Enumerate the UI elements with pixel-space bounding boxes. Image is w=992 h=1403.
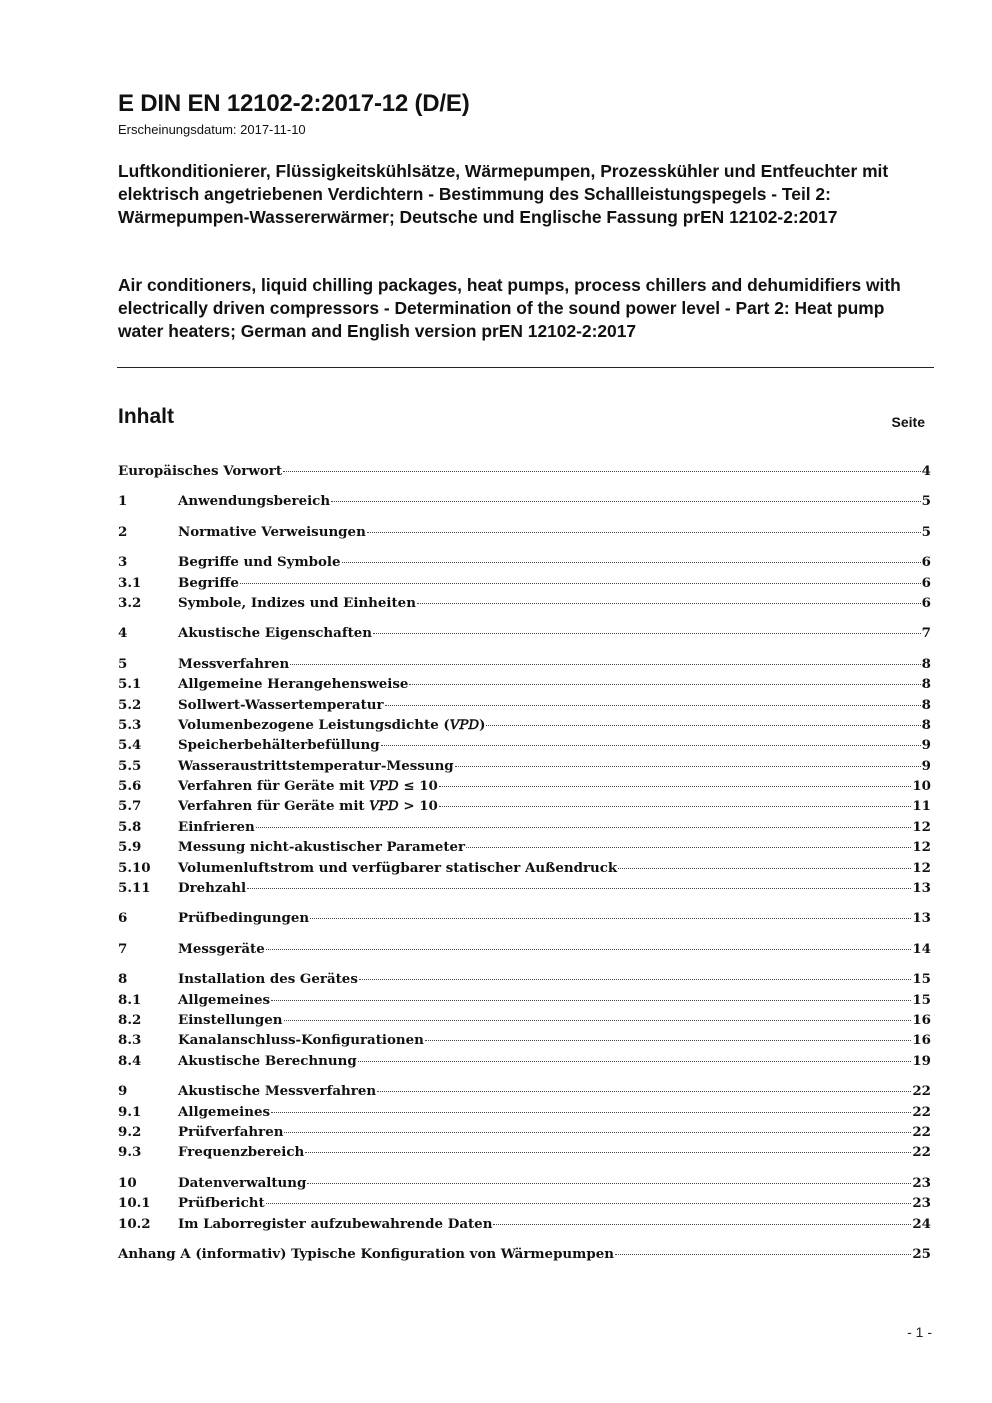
toc-entry-title: Volumenbezogene Leistungsdichte (𝑉𝑃𝐷) bbox=[178, 716, 486, 733]
toc-entry[interactable] bbox=[118, 1104, 931, 1124]
toc-entry-number: 6 bbox=[118, 910, 128, 927]
toc-entry-number: 5.4 bbox=[118, 737, 142, 754]
toc-entry-number: 5.7 bbox=[118, 798, 142, 815]
toc-entry-number: 3.1 bbox=[118, 574, 142, 591]
toc-dot-leader bbox=[342, 562, 921, 563]
toc-entry-page: 22 bbox=[912, 1103, 931, 1120]
toc-entry-number: 2 bbox=[118, 523, 128, 540]
toc-entry[interactable] bbox=[118, 575, 931, 595]
toc-entry-page: 12 bbox=[912, 859, 931, 876]
toc-entry[interactable] bbox=[118, 676, 931, 696]
toc-entry-page: 25 bbox=[912, 1245, 931, 1262]
toc-entry-title: Frequenzbereich bbox=[178, 1144, 305, 1161]
toc-entry-page: 6 bbox=[921, 574, 931, 591]
toc-entry-number: 10.1 bbox=[118, 1195, 151, 1212]
toc-entry-title: Volumenluftstrom und verfügbarer statischer Außendruck bbox=[178, 859, 618, 876]
toc-dot-leader bbox=[439, 806, 912, 807]
toc-dot-leader bbox=[615, 1254, 911, 1255]
toc-entry-number: 10 bbox=[118, 1174, 137, 1191]
toc-dot-leader bbox=[307, 1183, 911, 1184]
toc-page-column-label: Seite bbox=[891, 414, 925, 430]
toc-entry-page: 13 bbox=[912, 910, 931, 927]
toc-entry[interactable] bbox=[118, 1012, 931, 1032]
toc-entry-page: 23 bbox=[912, 1195, 931, 1212]
toc-dot-leader bbox=[367, 532, 921, 533]
toc-entry-number: 5.9 bbox=[118, 839, 142, 856]
document-id: E DIN EN 12102-2:2017-12 (D/E) bbox=[118, 90, 470, 117]
toc-entry[interactable] bbox=[118, 1216, 931, 1236]
toc-entry-number: 8.3 bbox=[118, 1032, 142, 1049]
toc-entry-page: 22 bbox=[912, 1083, 931, 1100]
toc-dot-leader bbox=[377, 1091, 911, 1092]
toc-entry-title: Messung nicht-akustischer Parameter bbox=[178, 839, 466, 856]
toc-entry-page: 8 bbox=[921, 655, 931, 672]
toc-entry-title: Begriffe und Symbole bbox=[178, 554, 341, 571]
toc-entry-title: Messverfahren bbox=[178, 655, 290, 672]
toc-entry-page: 15 bbox=[912, 991, 931, 1008]
toc-entry[interactable] bbox=[118, 595, 931, 615]
toc-dot-leader bbox=[618, 868, 911, 869]
page-number: - 1 - bbox=[907, 1324, 932, 1340]
toc-entry[interactable] bbox=[118, 1053, 931, 1073]
toc-entry[interactable] bbox=[118, 493, 931, 513]
toc-entry-title: Speicherbehälterbefüllung bbox=[178, 737, 380, 754]
toc-entry-page: 11 bbox=[912, 798, 931, 815]
toc-entry[interactable] bbox=[118, 992, 931, 1012]
toc-dot-leader bbox=[493, 1224, 911, 1225]
toc-dot-leader bbox=[359, 979, 911, 980]
publication-date: Erscheinungsdatum: 2017-11-10 bbox=[118, 122, 306, 137]
toc-entry[interactable] bbox=[118, 524, 931, 544]
toc-entry-title: Verfahren für Geräte mit 𝑉𝑃𝐷 ≤ 10 bbox=[178, 778, 438, 795]
toc-entry-page: 5 bbox=[921, 523, 931, 540]
toc-dot-leader bbox=[256, 827, 912, 828]
toc-entry-page: 10 bbox=[912, 778, 931, 795]
toc-entry-number: 5.1 bbox=[118, 676, 142, 693]
toc-dot-leader bbox=[271, 1112, 911, 1113]
toc-entry-title: Begriffe bbox=[178, 574, 239, 591]
toc-entry[interactable] bbox=[118, 1124, 931, 1144]
toc-entry[interactable] bbox=[118, 625, 931, 645]
toc-entry-title: Akustische Messverfahren bbox=[178, 1083, 377, 1100]
toc-entry-title: Normative Verweisungen bbox=[178, 523, 366, 540]
toc-dot-leader bbox=[358, 1061, 912, 1062]
toc-dot-leader bbox=[439, 786, 912, 787]
toc-entry-title: Einstellungen bbox=[178, 1011, 283, 1028]
toc-entry-number: 5 bbox=[118, 655, 128, 672]
toc-entry-title: Anwendungsbereich bbox=[178, 493, 331, 510]
toc-entry-page: 16 bbox=[912, 1011, 931, 1028]
toc-dot-leader bbox=[240, 583, 921, 584]
toc-entry-title: Prüfverfahren bbox=[178, 1123, 284, 1140]
toc-dot-leader bbox=[486, 725, 920, 726]
toc-entry-number: 5.2 bbox=[118, 696, 142, 713]
toc-entry-number: 8.2 bbox=[118, 1011, 142, 1028]
toc-entry-number: 5.11 bbox=[118, 880, 151, 897]
toc-entry-page: 9 bbox=[921, 757, 931, 774]
toc-entry-page: 5 bbox=[921, 493, 931, 510]
toc-entry-page: 24 bbox=[912, 1215, 931, 1232]
toc-dot-leader bbox=[417, 603, 921, 604]
toc-entry-page: 16 bbox=[912, 1032, 931, 1049]
toc-dot-leader bbox=[283, 471, 921, 472]
toc-entry-number: 4 bbox=[118, 625, 128, 642]
toc-entry-number: 5.6 bbox=[118, 778, 142, 795]
toc-dot-leader bbox=[284, 1020, 912, 1021]
toc-entry-title: Akustische Eigenschaften bbox=[178, 625, 373, 642]
toc-entry-title: Allgemeines bbox=[178, 1103, 271, 1120]
toc-entry-title: Im Laborregister aufzubewahrende Daten bbox=[178, 1215, 493, 1232]
toc-entry-page: 15 bbox=[912, 971, 931, 988]
toc-entry[interactable] bbox=[118, 971, 931, 991]
toc-dot-leader bbox=[466, 847, 911, 848]
toc-entry-page: 4 bbox=[921, 463, 931, 479]
toc-entry[interactable] bbox=[118, 839, 931, 859]
toc-entry-number: 8.4 bbox=[118, 1052, 142, 1069]
toc-entry[interactable] bbox=[118, 941, 931, 961]
toc-entry-title: Allgemeine Herangehensweise bbox=[178, 676, 409, 693]
toc-entry-number: 9.3 bbox=[118, 1144, 142, 1161]
toc-entry-number: 10.2 bbox=[118, 1215, 151, 1232]
toc-entry-number: 3.2 bbox=[118, 594, 142, 611]
toc-entry[interactable] bbox=[118, 1144, 931, 1164]
toc-entry[interactable] bbox=[118, 1195, 931, 1215]
toc-entry-page: 14 bbox=[912, 940, 931, 957]
title-german: Luftkonditionierer, Flüssigkeitskühlsätze, Wärmepumpen, Prozesskühler und Entfeuchter mit elektrisch angetriebenen Verdichtern - Bestimmung des Schallleistungspegels - Teil 2: Wärmepumpen-Wassererwärmer; Deutsche und Englische Fassung prEN 12102-2:2017 bbox=[118, 161, 889, 227]
toc-entry-page: 8 bbox=[921, 676, 931, 693]
toc-entry-number: 5.8 bbox=[118, 818, 142, 835]
toc-entry-title: Einfrieren bbox=[178, 818, 255, 835]
toc-entry-number: 3 bbox=[118, 554, 128, 571]
toc-dot-leader bbox=[305, 1152, 911, 1153]
toc-entry-page: 12 bbox=[912, 839, 931, 856]
toc-entry-title: Europäisches Vorwort bbox=[118, 463, 283, 479]
toc-entry[interactable] bbox=[118, 554, 931, 574]
toc-entry-number: 9 bbox=[118, 1083, 128, 1100]
toc-entry-title: Wasseraustrittstemperatur-Messung bbox=[178, 757, 454, 774]
toc-entry-number: 9.2 bbox=[118, 1123, 142, 1140]
toc-entry-number: 1 bbox=[118, 493, 128, 510]
toc-entry-title: Akustische Berechnung bbox=[178, 1052, 357, 1069]
toc-entry-page: 6 bbox=[921, 594, 931, 611]
toc-entry[interactable] bbox=[118, 697, 931, 717]
toc-entry-page: 22 bbox=[912, 1123, 931, 1140]
toc-heading: Inhalt bbox=[118, 405, 174, 428]
toc-entry-number: 8.1 bbox=[118, 991, 142, 1008]
toc-entry-page: 8 bbox=[921, 716, 931, 733]
toc-entry-title: Messgeräte bbox=[178, 940, 265, 957]
toc-dot-leader bbox=[284, 1132, 911, 1133]
toc-dot-leader bbox=[385, 705, 921, 706]
toc-entry[interactable] bbox=[118, 798, 931, 818]
toc-dot-leader bbox=[290, 664, 920, 665]
toc-entry-title: Prüfbericht bbox=[178, 1195, 265, 1212]
toc-entry[interactable] bbox=[118, 819, 931, 839]
toc-dot-leader bbox=[271, 1000, 911, 1001]
toc-entry[interactable] bbox=[118, 1032, 931, 1052]
toc-entry-title: Datenverwaltung bbox=[178, 1174, 307, 1191]
toc-entry-number: 7 bbox=[118, 940, 128, 957]
toc-entry-page: 22 bbox=[912, 1144, 931, 1161]
toc-entry-page: 6 bbox=[921, 554, 931, 571]
toc-entry[interactable] bbox=[118, 1175, 931, 1195]
toc-entry-number: 5.3 bbox=[118, 716, 142, 733]
toc-entry-page: 7 bbox=[921, 625, 931, 642]
toc-entry[interactable] bbox=[118, 860, 931, 880]
toc-entry[interactable] bbox=[118, 880, 931, 900]
toc-dot-leader bbox=[331, 501, 921, 502]
toc-entry-number: 5.5 bbox=[118, 757, 142, 774]
toc-entry[interactable] bbox=[118, 656, 931, 676]
header-divider bbox=[117, 367, 934, 368]
toc-entry[interactable] bbox=[118, 463, 931, 483]
toc-entry-title: Prüfbedingungen bbox=[178, 910, 310, 927]
toc-dot-leader bbox=[266, 949, 912, 950]
toc-entry[interactable] bbox=[118, 1246, 931, 1266]
toc-entry-title: Sollwert-Wassertemperatur bbox=[178, 696, 384, 713]
toc-entry-page: 19 bbox=[912, 1052, 931, 1069]
table-of-contents bbox=[118, 463, 931, 1266]
toc-dot-leader bbox=[425, 1040, 911, 1041]
toc-entry-title: Symbole, Indizes und Einheiten bbox=[178, 594, 416, 611]
toc-dot-leader bbox=[266, 1203, 912, 1204]
toc-entry-page: 8 bbox=[921, 696, 931, 713]
toc-entry-page: 23 bbox=[912, 1174, 931, 1191]
toc-dot-leader bbox=[310, 918, 911, 919]
toc-entry[interactable] bbox=[118, 910, 931, 930]
toc-entry-title: Verfahren für Geräte mit 𝑉𝑃𝐷 > 10 bbox=[178, 798, 438, 815]
toc-entry-number: 5.10 bbox=[118, 859, 151, 876]
toc-dot-leader bbox=[455, 766, 921, 767]
toc-entry-title: Drehzahl bbox=[178, 880, 247, 897]
toc-entry-title: Kanalanschluss-Konfigurationen bbox=[178, 1032, 424, 1049]
toc-dot-leader bbox=[409, 684, 920, 685]
title-english: Air conditioners, liquid chilling packages, heat pumps, process chillers and dehumidifiers with electrically driven compressors - Determination of the sound power level - Part 2: Heat pump water heaters; German and English version prEN 12102-2:2017 bbox=[118, 275, 901, 341]
toc-dot-leader bbox=[247, 888, 911, 889]
toc-entry-title: Anhang A (informativ) Typische Konfiguration von Wärmepumpen bbox=[118, 1245, 614, 1262]
toc-entry-title: Allgemeines bbox=[178, 991, 271, 1008]
toc-entry-page: 13 bbox=[912, 880, 931, 897]
toc-entry-page: 9 bbox=[921, 737, 931, 754]
toc-dot-leader bbox=[373, 633, 921, 634]
toc-entry[interactable] bbox=[118, 717, 931, 737]
toc-entry-title: Installation des Gerätes bbox=[178, 971, 358, 988]
toc-entry[interactable] bbox=[118, 1083, 931, 1103]
toc-entry-page: 12 bbox=[912, 818, 931, 835]
toc-entry[interactable] bbox=[118, 737, 931, 757]
toc-entry[interactable] bbox=[118, 758, 931, 778]
toc-entry-number: 9.1 bbox=[118, 1103, 142, 1120]
toc-entry[interactable] bbox=[118, 778, 931, 798]
toc-entry-number: 8 bbox=[118, 971, 128, 988]
toc-dot-leader bbox=[381, 745, 921, 746]
